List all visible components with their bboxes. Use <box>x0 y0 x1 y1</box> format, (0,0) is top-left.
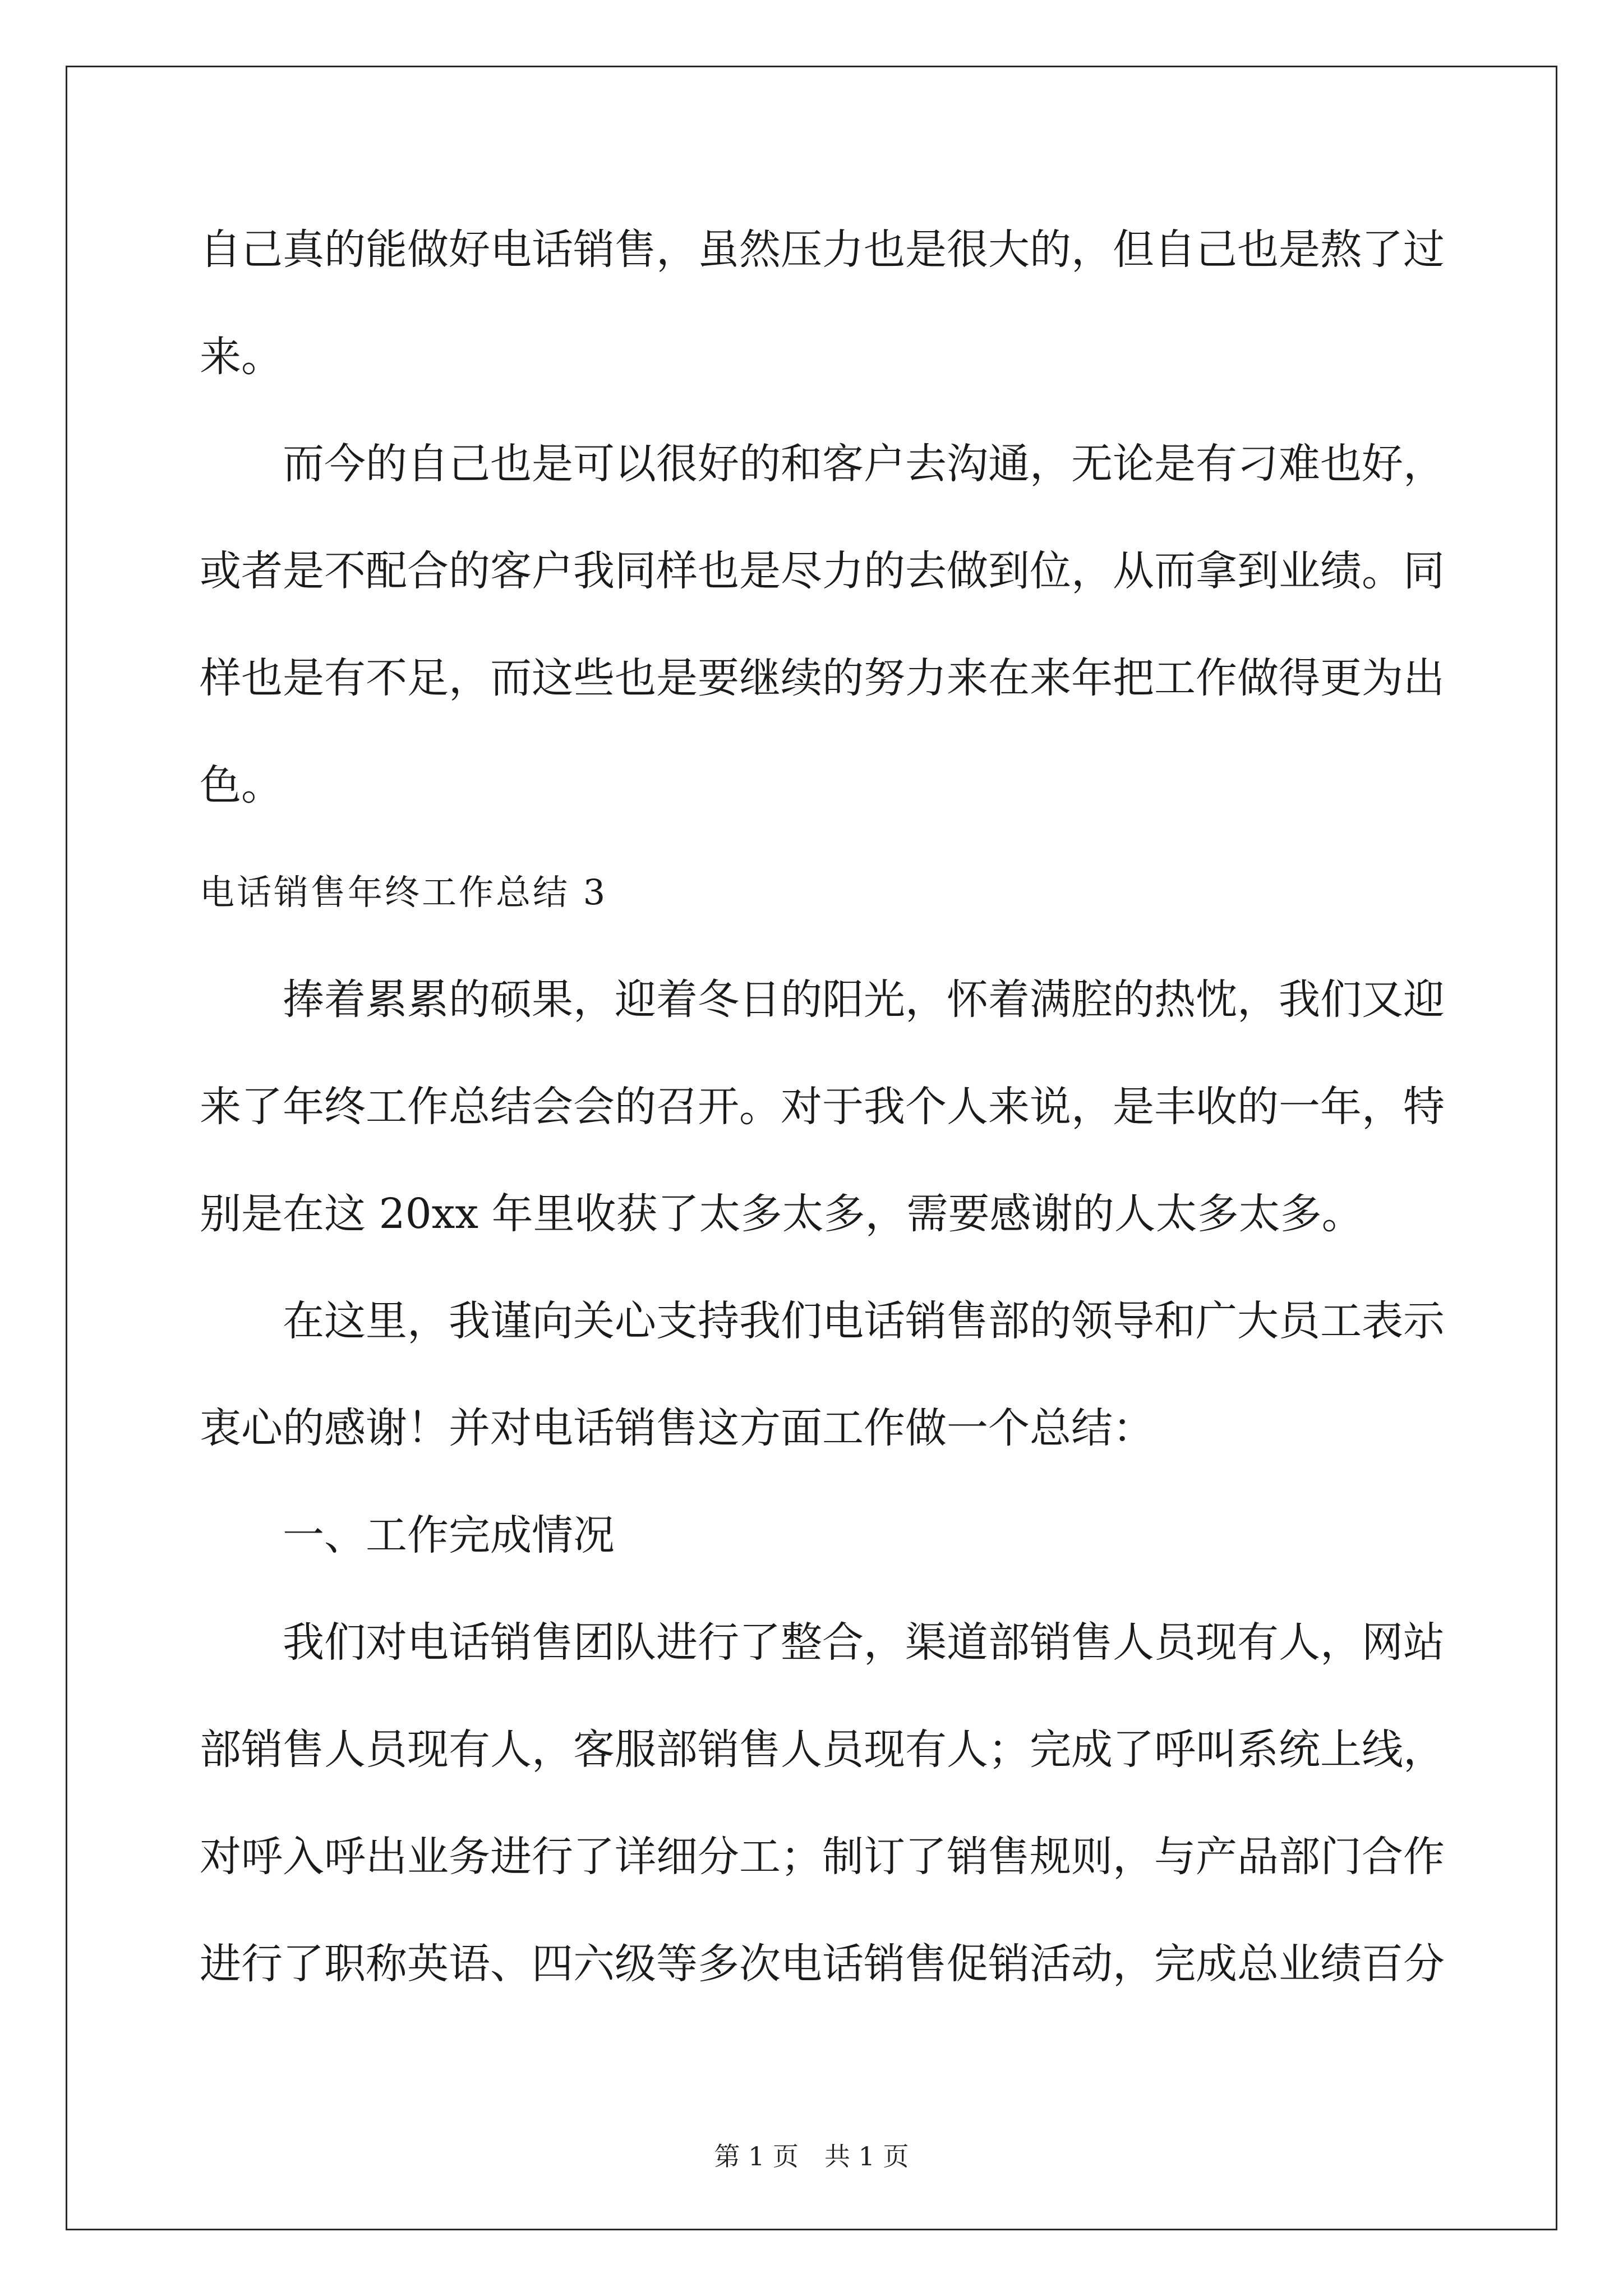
text-line <box>200 540 1445 647</box>
text-line-glyphs: 而 今 的 自 己 也 是 可 以 很 好 的 和 客 户 去 沟 通 ， 无 论 是 有 刁 难 也 好 ， <box>283 440 1445 488</box>
text-line-glyphs: 进 行 了 职 称 英 语 、 四 六 级 等 多 次 电 话 销 售 促 销 活 动 ， 完 成 总 业 绩 百 分 <box>200 1940 1445 1988</box>
section-heading: 电话销售年终工作总结 3 <box>200 872 608 913</box>
text-line-glyphs: 在 这 里 ， 我 谨 向 关 心 支 持 我 们 电 话 销 售 部 的 领 导 和 广 大 员 工 表 示 <box>283 1297 1445 1345</box>
text-line: 别是在这 20xx 年里收获了太多太多，需要感谢的人太多太多。 <box>200 1190 1363 1238</box>
text-line-glyphs: 部 销 售 人 员 现 有 人 ， 客 服 部 销 售 人 员 现 有 人 ； 完 成 了 呼 叫 系 统 上 线 ， <box>200 1726 1445 1774</box>
text-line <box>200 1826 1445 1933</box>
text-line <box>200 219 1445 326</box>
text-line <box>200 647 1445 754</box>
text-line-glyphs: 对 呼 入 呼 出 业 务 进 行 了 详 细 分 工 ； 制 订 了 销 售 规 则 ， 与 产 品 部 门 合 作 <box>200 1833 1445 1881</box>
page-footer: 第 1 页 共 1 页 <box>714 2141 909 2171</box>
text-line-glyphs: 样 也 是 有 不 足 ， 而 这 些 也 是 要 继 续 的 努 力 来 在 来 年 把 工 作 做 得 更 为 出 <box>200 654 1445 702</box>
text-line <box>200 1933 1445 2040</box>
text-line-glyphs: 来 了 年 终 工 作 总 结 会 会 的 召 开 。 对 于 我 个 人 来 说 ， 是 丰 收 的 一 年 ， 特 <box>200 1083 1445 1131</box>
text-line <box>200 1612 1445 1719</box>
text-line-glyphs: 或 者 是 不 配 合 的 客 户 我 同 样 也 是 尽 力 的 去 做 到 位 ， 从 而 拿 到 业 绩 。 同 <box>200 547 1445 595</box>
text-line: 一、工作完成情况 <box>283 1511 615 1559</box>
text-line <box>200 969 1445 1076</box>
text-line-glyphs: 我 们 对 电 话 销 售 团 队 进 行 了 整 合 ， 渠 道 部 销 售 人 员 现 有 人 ， 网 站 <box>283 1618 1445 1667</box>
text-line <box>200 1076 1445 1183</box>
text-line-glyphs: 自 己 真 的 能 做 好 电 话 销 售 ， 虽 然 压 力 也 是 很 大 的 ， 但 自 己 也 是 熬 了 过 <box>200 226 1445 274</box>
text-line <box>200 1719 1445 1826</box>
text-line: 衷心的感谢！并对电话销售这方面工作做一个总结： <box>200 1404 1154 1452</box>
document-body <box>200 219 1445 2040</box>
text-line: 来。 <box>200 333 283 381</box>
text-line-glyphs: 捧 着 累 累 的 硕 果 ， 迎 着 冬 日 的 阳 光 ， 怀 着 满 腔 的 热 忱 ， 我 们 又 迎 <box>283 976 1445 1024</box>
text-line <box>200 433 1445 540</box>
text-line <box>200 1290 1445 1397</box>
text-line: 色。 <box>200 761 283 809</box>
